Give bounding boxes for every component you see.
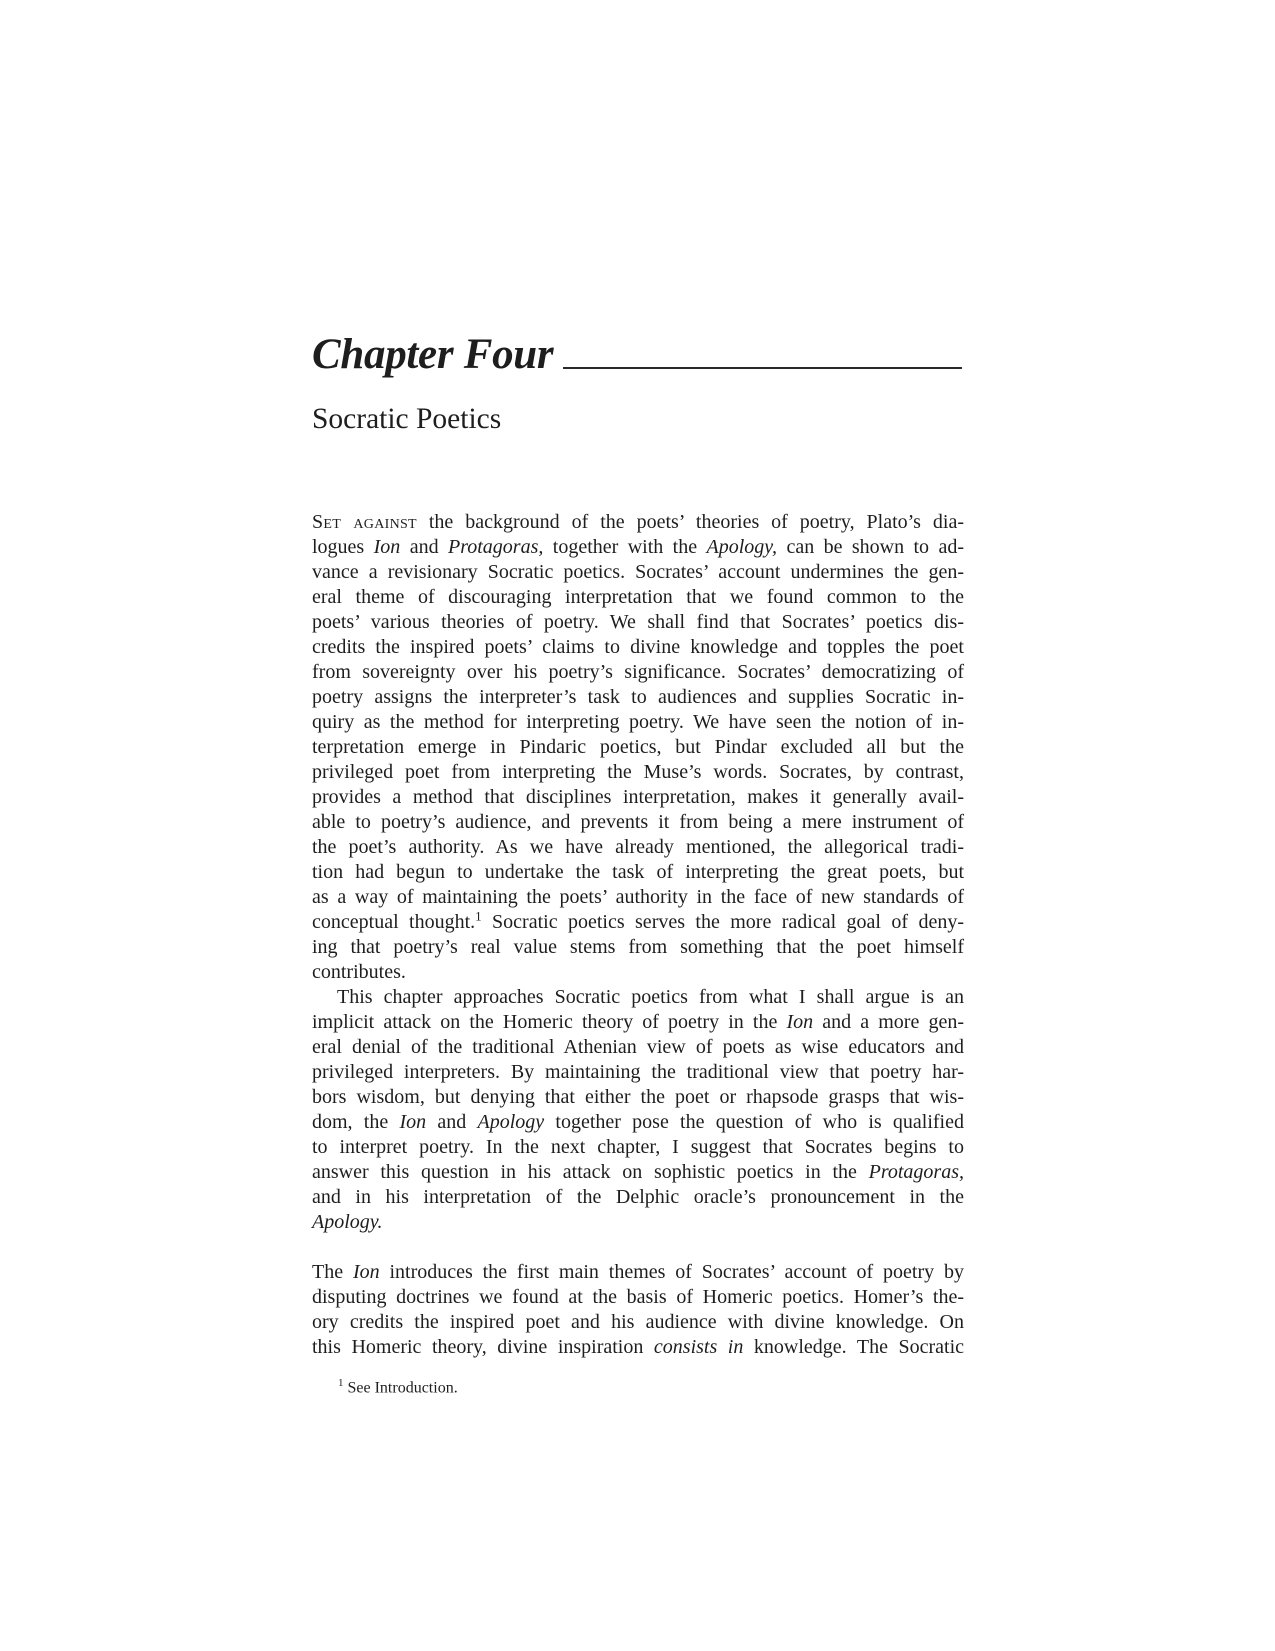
body-text-bottom <box>312 1260 964 1360</box>
paragraph-1-line-11: privileged poet from interpreting the Muse’s words. Socrates, by contrast, <box>312 761 964 783</box>
paragraph-1-line-16: as a way of maintaining the poets’ authority in the face of new standards of <box>312 886 964 908</box>
paragraph-1-line-10: terpretation emerge in Pindaric poetics, but Pindar excluded all but the <box>312 736 964 758</box>
paragraph-3-line-1: The Ion introduces the first main themes of Socrates’ account of poetry by <box>312 1261 964 1283</box>
paragraph-1-line-12: provides a method that disciplines interpretation, makes it generally avail- <box>312 786 964 808</box>
body-text-top <box>312 510 964 1235</box>
paragraph-1-line-17: conceptual thought.$^1$ Socratic poetics serves the more radical goal of deny- <box>312 908 964 933</box>
paragraph-3-line-4: this Homeric theory, divine inspiration consists in knowledge. The Socratic <box>312 1336 965 1358</box>
paragraph-1-line-6: credits the inspired poets’ claims to divine knowledge and topples the poet <box>312 636 964 658</box>
paragraph-2-line-6: dom, the Ion and Apology together pose the question of who is qualified <box>312 1111 964 1133</box>
paragraph-1-line-19: contributes. <box>312 961 406 983</box>
paragraph-3 <box>312 1260 964 1360</box>
paragraph-1-line-13: able to poetry’s audience, and prevents it from being a mere instrument of <box>312 811 964 833</box>
footnote-marker: 1 <box>338 1377 344 1389</box>
footnote-1 <box>338 1373 458 1398</box>
paragraph-1-lead-in: Set against <box>312 511 417 533</box>
paragraph-2-line-8: answer this question in his attack on sophistic poetics in the Protagoras, <box>312 1161 964 1183</box>
paragraph-1-line-3: vance a revisionary Socratic poetics. Socrates’ account undermines the gen- <box>312 561 964 583</box>
chapter-subtitle: Socratic Poetics <box>312 403 502 435</box>
paragraph-1-line-5: poets’ various theories of poetry. We shall find that Socrates’ poetics dis- <box>312 611 964 633</box>
paragraph-2 <box>312 985 964 1235</box>
paragraph-2-line-3: eral denial of the traditional Athenian view of poets as wise educators and <box>312 1036 964 1058</box>
footnote-text: See Introduction. <box>343 1379 458 1397</box>
chapter-title-rule <box>563 367 962 369</box>
paragraph-1-line-15: tion had begun to undertake the task of interpreting the great poets, but <box>312 861 964 883</box>
paragraph-1-line-1-text: the background of the poets’ theories of poetry, Plato’s dia- <box>416 511 965 533</box>
paragraph-2-line-1: This chapter approaches Socratic poetics from what I shall argue is an <box>337 986 964 1008</box>
paragraph-1-line-9: quiry as the method for interpreting poetry. We have seen the notion of in- <box>312 711 964 733</box>
paragraph-3-line-3: ory credits the inspired poet and his audience with divine knowledge. On <box>312 1311 964 1333</box>
paragraph-2-line-4: privileged interpreters. By maintaining the traditional view that poetry har- <box>312 1061 964 1083</box>
paragraph-2-line-9: and in his interpretation of the Delphic oracle’s pronouncement in the <box>312 1186 964 1208</box>
paragraph-1-lines <box>312 535 964 985</box>
paragraph-1-line-4: eral theme of discouraging interpretation that we found common to the <box>312 586 964 608</box>
paragraph-3-line-2: disputing doctrines we found at the basis of Homeric poetics. Homer’s the- <box>312 1286 964 1308</box>
paragraph-1-line-1 <box>312 510 964 535</box>
paragraph-1-line-2: logues Ion and Protagoras, together with the Apology, can be shown to ad- <box>312 536 964 558</box>
paragraph-1-line-7: from sovereignty over his poetry’s significance. Socrates’ democratizing of <box>312 661 964 683</box>
chapter-title: Chapter Four <box>312 331 554 378</box>
paragraph-2-line-10: Apology. <box>312 1211 383 1233</box>
chapter-heading <box>312 322 962 382</box>
paragraph-2-line-5: bors wisdom, but denying that either the poet or rhapsode grasps that wis- <box>312 1086 964 1108</box>
paragraph-1-line-8: poetry assigns the interpreter’s task to audiences and supplies Socratic in- <box>312 686 964 708</box>
paragraph-1-line-18: ing that poetry’s real value stems from something that the poet himself <box>312 936 964 958</box>
paragraph-1 <box>312 510 964 985</box>
paragraph-1-line-14: the poet’s authority. As we have already mentioned, the allegorical tradi- <box>312 836 964 858</box>
paragraph-2-line-2: implicit attack on the Homeric theory of poetry in the Ion and a more gen- <box>312 1011 965 1033</box>
paragraph-2-line-7: to interpret poetry. In the next chapter, I suggest that Socrates begins to <box>312 1136 964 1158</box>
